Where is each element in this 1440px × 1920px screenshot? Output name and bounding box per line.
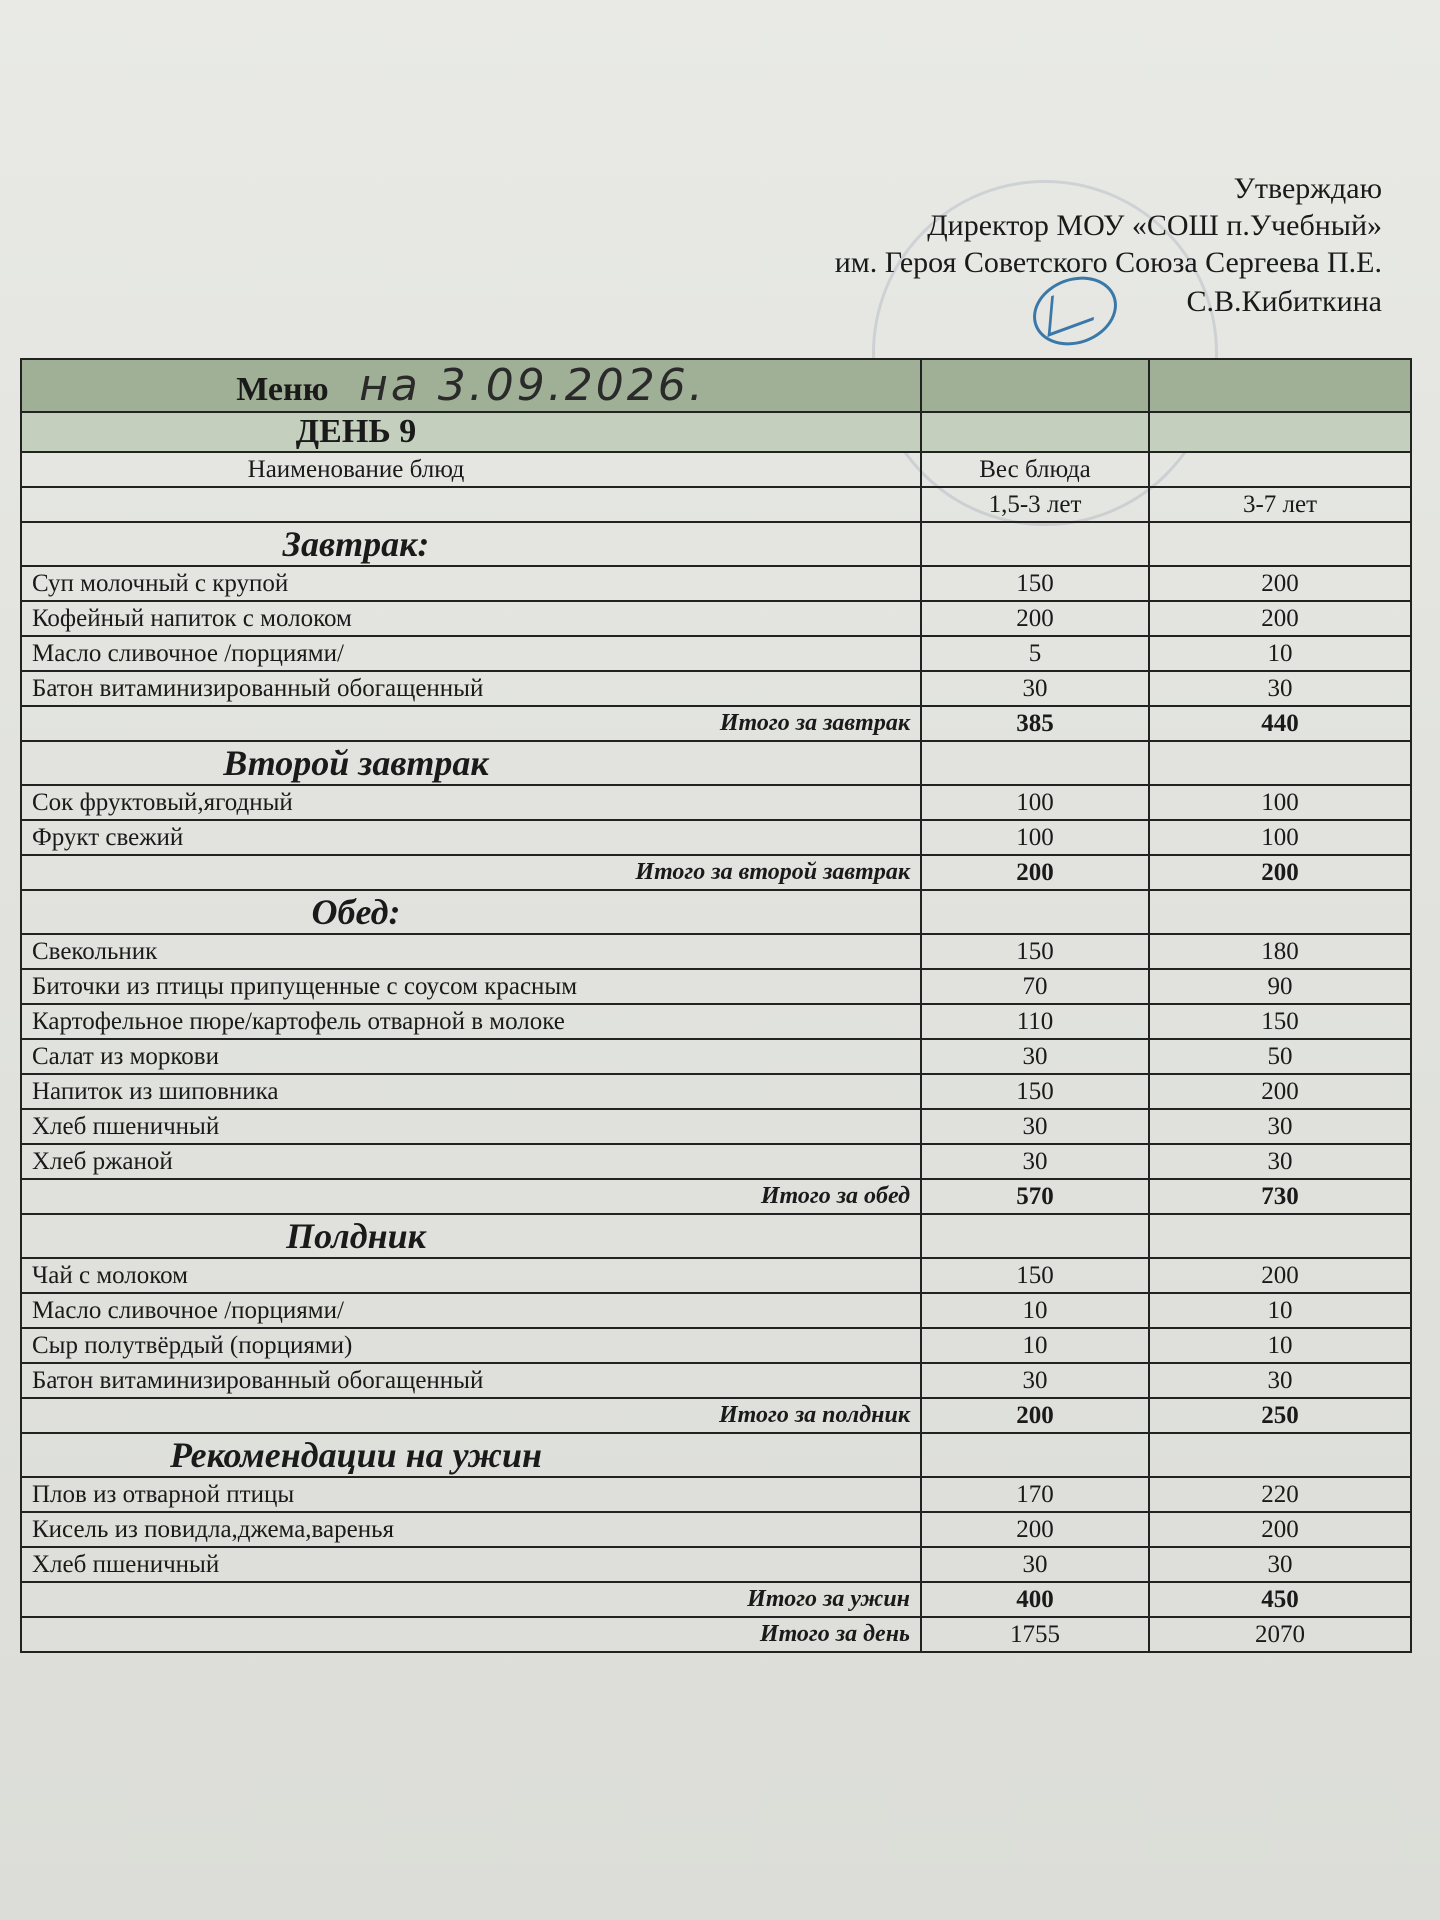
weight-age-2: 30 <box>1149 1363 1411 1398</box>
empty-cell <box>1149 522 1411 566</box>
weight-age-1: 10 <box>921 1328 1149 1363</box>
weight-age-2: 100 <box>1149 785 1411 820</box>
weight-age-2: 90 <box>1149 969 1411 1004</box>
approval-title: Утверждаю <box>1233 172 1382 205</box>
section-title: Рекомендации на ужин <box>21 1433 921 1477</box>
approval-position: Директор МОУ «СОШ п.Учебный» <box>927 209 1382 242</box>
weight-age-2: 10 <box>1149 636 1411 671</box>
weight-age-1: 150 <box>921 566 1149 601</box>
day-total-age-2: 2070 <box>1149 1617 1411 1652</box>
weight-age-2: 30 <box>1149 671 1411 706</box>
empty-cell <box>1149 1214 1411 1258</box>
weight-age-2: 200 <box>1149 1512 1411 1547</box>
weight-age-2: 30 <box>1149 1547 1411 1582</box>
weight-age-2: 50 <box>1149 1039 1411 1074</box>
dish-name: Напиток из шиповника <box>21 1074 921 1109</box>
weight-age-2: 100 <box>1149 820 1411 855</box>
weight-age-2: 10 <box>1149 1293 1411 1328</box>
dish-name: Хлеб ржаной <box>21 1144 921 1179</box>
weight-age-2: 220 <box>1149 1477 1411 1512</box>
table-row <box>21 1547 1411 1582</box>
dish-name: Масло сливочное /порциями/ <box>21 1293 921 1328</box>
weight-age-1: 5 <box>921 636 1149 671</box>
empty-cell <box>1149 890 1411 934</box>
total-age-2: 440 <box>1149 706 1411 741</box>
weight-age-2: 150 <box>1149 1004 1411 1039</box>
total-age-1: 400 <box>921 1582 1149 1617</box>
dish-name: Сыр полутвёрдый (порциями) <box>21 1328 921 1363</box>
section-title: Второй завтрак <box>21 741 921 785</box>
total-age-2: 450 <box>1149 1582 1411 1617</box>
dish-name: Биточки из птицы припущенные с соусом красным <box>21 969 921 1004</box>
table-row <box>21 1109 1411 1144</box>
day-total-label: Итого за день <box>21 1617 921 1652</box>
dish-name: Хлеб пшеничный <box>21 1109 921 1144</box>
empty-cell <box>21 487 921 522</box>
table-row <box>21 1328 1411 1363</box>
weight-age-1: 30 <box>921 671 1149 706</box>
section-total-row <box>21 855 1411 890</box>
dish-name: Кисель из повидла,джема,варенья <box>21 1512 921 1547</box>
weight-age-2: 10 <box>1149 1328 1411 1363</box>
section-total-row <box>21 1398 1411 1433</box>
section-title: Полдник <box>21 1214 921 1258</box>
table-row <box>21 1144 1411 1179</box>
section-header-row <box>21 741 1411 785</box>
weight-age-2: 200 <box>1149 601 1411 636</box>
table-row <box>21 671 1411 706</box>
table-row <box>21 1074 1411 1109</box>
table-row <box>21 1004 1411 1039</box>
total-label: Итого за ужин <box>21 1582 921 1617</box>
table-row <box>21 785 1411 820</box>
dish-name: Фрукт свежий <box>21 820 921 855</box>
section-header-row <box>21 890 1411 934</box>
empty-cell <box>921 1433 1149 1477</box>
age-group-1-header: 1,5-3 лет <box>921 487 1149 522</box>
menu-title-cell <box>21 359 921 412</box>
table-row <box>21 1477 1411 1512</box>
empty-cell <box>921 412 1149 452</box>
dish-name: Суп молочный с крупой <box>21 566 921 601</box>
dish-name: Батон витаминизированный обогащенный <box>21 1363 921 1398</box>
total-age-1: 385 <box>921 706 1149 741</box>
table-row <box>21 969 1411 1004</box>
day-label: ДЕНЬ 9 <box>21 412 921 452</box>
day-total-age-1: 1755 <box>921 1617 1149 1652</box>
section-header-row <box>21 522 1411 566</box>
weight-age-2: 200 <box>1149 1074 1411 1109</box>
weight-age-2: 30 <box>1149 1109 1411 1144</box>
weight-age-1: 10 <box>921 1293 1149 1328</box>
day-total-row <box>21 1617 1411 1652</box>
total-label: Итого за полдник <box>21 1398 921 1433</box>
dish-name: Свекольник <box>21 934 921 969</box>
section-header-row <box>21 1433 1411 1477</box>
age-header-row <box>21 487 1411 522</box>
column-header-row <box>21 452 1411 487</box>
section-total-row <box>21 1582 1411 1617</box>
empty-cell <box>921 359 1149 412</box>
empty-cell <box>1149 359 1411 412</box>
table-row <box>21 820 1411 855</box>
age-group-2-header: 3-7 лет <box>1149 487 1411 522</box>
table-row <box>21 1293 1411 1328</box>
empty-cell <box>921 522 1149 566</box>
weight-age-2: 200 <box>1149 1258 1411 1293</box>
section-total-row <box>21 706 1411 741</box>
approval-signer: С.В.Кибиткина <box>1186 285 1382 318</box>
total-age-2: 250 <box>1149 1398 1411 1433</box>
total-age-2: 200 <box>1149 855 1411 890</box>
empty-cell <box>1149 741 1411 785</box>
handwritten-date: на 3.09.2026. <box>359 360 706 411</box>
section-title: Обед: <box>21 890 921 934</box>
total-age-2: 730 <box>1149 1179 1411 1214</box>
dish-name: Масло сливочное /порциями/ <box>21 636 921 671</box>
table-row <box>21 1363 1411 1398</box>
weight-age-1: 150 <box>921 934 1149 969</box>
menu-table <box>20 358 1412 1653</box>
empty-cell <box>921 1214 1149 1258</box>
weight-age-1: 150 <box>921 1074 1149 1109</box>
weight-age-1: 30 <box>921 1547 1149 1582</box>
empty-cell <box>921 741 1149 785</box>
menu-title-row <box>21 359 1411 412</box>
dish-name: Картофельное пюре/картофель отварной в молоке <box>21 1004 921 1039</box>
weight-age-1: 30 <box>921 1039 1149 1074</box>
table-row <box>21 636 1411 671</box>
weight-age-1: 200 <box>921 1512 1149 1547</box>
weight-age-1: 70 <box>921 969 1149 1004</box>
approval-school-name: им. Героя Советского Союза Сергеева П.Е. <box>834 246 1382 279</box>
menu-label: Меню <box>236 371 329 408</box>
total-label: Итого за завтрак <box>21 706 921 741</box>
dish-name-header: Наименование блюд <box>21 452 921 487</box>
weight-age-1: 30 <box>921 1109 1149 1144</box>
dish-name: Батон витаминизированный обогащенный <box>21 671 921 706</box>
section-title: Завтрак: <box>21 522 921 566</box>
table-row <box>21 566 1411 601</box>
total-age-1: 200 <box>921 855 1149 890</box>
section-header-row <box>21 1214 1411 1258</box>
empty-cell <box>921 890 1149 934</box>
table-row <box>21 1512 1411 1547</box>
dish-name: Чай с молоком <box>21 1258 921 1293</box>
empty-cell <box>1149 452 1411 487</box>
weight-age-1: 170 <box>921 1477 1149 1512</box>
table-row <box>21 934 1411 969</box>
empty-cell <box>1149 412 1411 452</box>
dish-name: Хлеб пшеничный <box>21 1547 921 1582</box>
day-row <box>21 412 1411 452</box>
weight-age-1: 110 <box>921 1004 1149 1039</box>
weight-age-2: 200 <box>1149 566 1411 601</box>
total-label: Итого за второй завтрак <box>21 855 921 890</box>
table-row <box>21 601 1411 636</box>
weight-age-1: 200 <box>921 601 1149 636</box>
total-label: Итого за обед <box>21 1179 921 1214</box>
weight-age-1: 100 <box>921 820 1149 855</box>
weight-age-1: 30 <box>921 1363 1149 1398</box>
weight-age-1: 100 <box>921 785 1149 820</box>
section-total-row <box>21 1179 1411 1214</box>
table-row <box>21 1039 1411 1074</box>
table-row <box>21 1258 1411 1293</box>
weight-header: Вес блюда <box>921 452 1149 487</box>
weight-age-1: 150 <box>921 1258 1149 1293</box>
dish-name: Салат из моркови <box>21 1039 921 1074</box>
total-age-1: 570 <box>921 1179 1149 1214</box>
weight-age-1: 30 <box>921 1144 1149 1179</box>
dish-name: Плов из отварной птицы <box>21 1477 921 1512</box>
total-age-1: 200 <box>921 1398 1149 1433</box>
weight-age-2: 30 <box>1149 1144 1411 1179</box>
empty-cell <box>1149 1433 1411 1477</box>
dish-name: Сок фруктовый,ягодный <box>21 785 921 820</box>
dish-name: Кофейный напиток с молоком <box>21 601 921 636</box>
weight-age-2: 180 <box>1149 934 1411 969</box>
